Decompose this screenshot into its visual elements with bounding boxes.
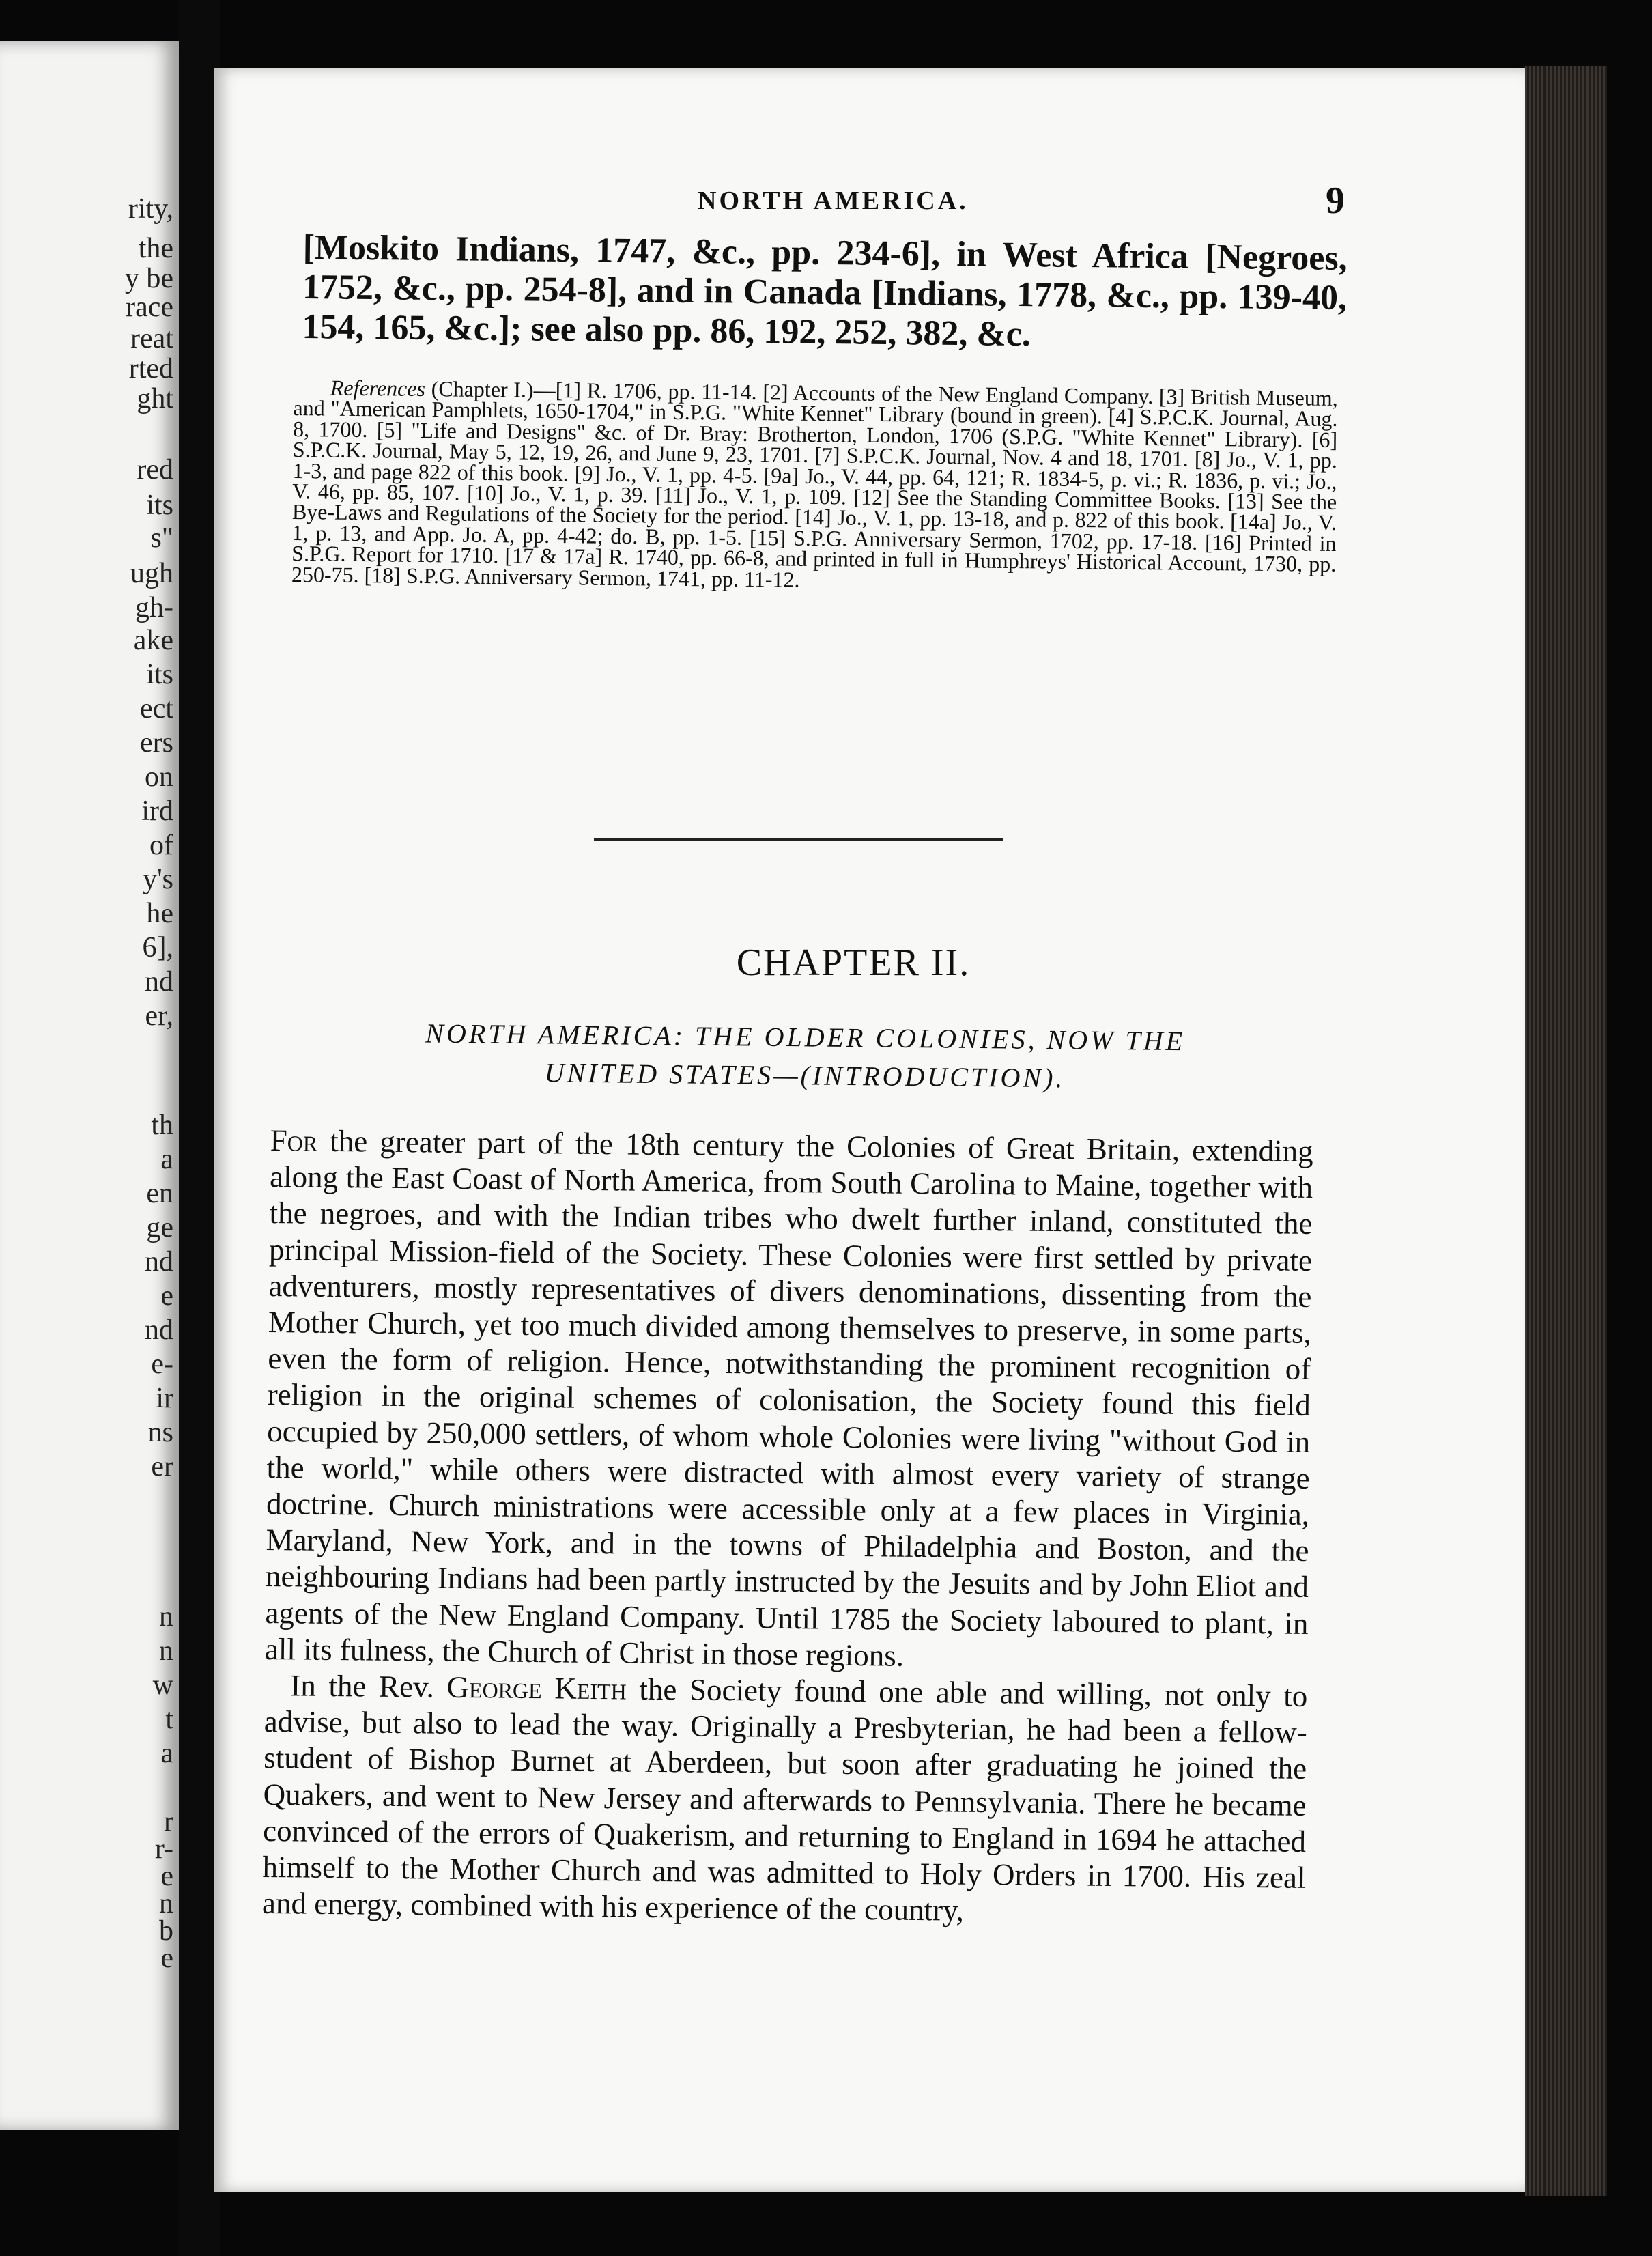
body-paragraph-2-lead: In the Rev.	[290, 1668, 447, 1704]
chapter-title: CHAPTER II.	[736, 942, 971, 984]
facing-page-word-fragment: er	[151, 1451, 173, 1482]
chapter-subtitle-line-1: NORTH AMERICA: THE OLDER COLONIES, NOW THE	[425, 1017, 1186, 1057]
facing-page-word-fragment: he	[146, 898, 173, 929]
facing-page-word-fragment: r-	[154, 1833, 173, 1865]
references-block	[291, 377, 1338, 595]
facing-page-word-fragment: n	[159, 1601, 173, 1633]
facing-page-word-fragment: ugh	[130, 558, 173, 589]
facing-page-word-fragment: red	[137, 454, 173, 485]
facing-page-word-fragment: its	[146, 490, 173, 521]
facing-page-word-fragment: gh-	[135, 592, 173, 623]
body-paragraph-1	[265, 1123, 1313, 1678]
facing-page-word-fragment: ers	[140, 727, 173, 759]
references-body: (Chapter I.)—[1] R. 1706, pp. 11-14. [2] Accounts of the New England Company. [3] British Museum, and "American Pamphlets, 1650-1704," in S.P.G. "White Kennet" Library (bound in green). [4] S.P.C.K. Journal, Aug. 8, 1700. [5] "Life and Designs" &c. of Dr. Bray: Brotherton, London, 1706 (S.P.G. "White Kennet" Library). [6] S.P.C.K. Journal, May 5, 12, 19, 26, and June 9, 23, 1701. [7] S.P.C.K. Journal, Nov. 4 and 18, 1701. [8] Jo., V. 1, pp. 1-3, and page 822 of this book. [9] Jo., V. 1, pp. 4-5. [9a] Jo., V. 44, pp. 64, 121; R. 1834-5, p. vi.; R. 1836, p. vi.; Jo., V. 46, pp. 85, 107. [10] Jo., V. 1, p. 39. [11] Jo., V. 1, p. 109. [12] See the Standing Committee Books. [13] See the Bye-Laws and Regulations of the Society for the period. [14] Jo., V. 1, pp. 13-18, and p. 822 of this book. [14a] Jo., V. 1, p. 13, and App. Jo. A, pp. 4-42; do. B, pp. 1-5. [15] S.P.G. Anniversary Sermon, 1702, pp. 17-18. [16] Printed in S.P.G. Report for 1710. [17 & 17a] R. 1740, pp. 66-8, and printed in full in Humphreys' Historical Account, 1730, pp. 250-75. [18] S.P.G. Anniversary Sermon, 1741, pp. 11-12.	[291, 376, 1338, 592]
facing-page-word-fragment: 6],	[142, 932, 173, 963]
facing-page-word-fragment: ns	[147, 1417, 173, 1448]
section-divider	[594, 838, 1003, 841]
page-number: 9	[1326, 180, 1345, 222]
facing-page-word-fragment: ird	[141, 795, 173, 827]
references-text	[291, 377, 1338, 595]
facing-page-word-fragment: th	[151, 1110, 173, 1141]
book-gutter	[179, 0, 220, 2256]
running-head: NORTH AMERICA.	[698, 186, 969, 215]
body-paragraph-2	[262, 1667, 1308, 1932]
facing-page-word-fragment: y's	[143, 864, 173, 895]
facing-page-word-fragment: e	[160, 1280, 173, 1312]
facing-page-word-fragment: nd	[145, 966, 173, 998]
continued-paragraph	[302, 228, 1348, 358]
facing-page-word-fragment: on	[145, 761, 173, 793]
facing-page-word-fragment: n	[159, 1888, 173, 1919]
facing-page-word-fragment: en	[146, 1178, 173, 1209]
paragraph-opening-word: For	[270, 1123, 318, 1158]
facing-page-word-fragment: er,	[145, 1000, 173, 1032]
continued-paragraph-text: [Moskito Indians, 1747, &c., pp. 234-6], in West Africa [Negroes, 1752, &c., pp. 254-8], and in Canada [Indians, 1778, &c., pp. 139-40, 154, 165, &c.]; see also pp. 86, 192, 252, 382, &c.	[302, 228, 1348, 354]
facing-page-word-fragment: e	[160, 1861, 173, 1892]
body-paragraph-2-text: the Society found one able and willing, not only to advise, but also to lead the way. Originally a Presbyterian, he had been a fellow-student of Bishop Burnet at Aberdeen, but soon after graduating he joined the Quakers, and went to New Jersey and afterwards to Pennsylvania. There he became convinced of the errors of Quakerism, and returning to England in 1694 he attached himself to the Mother Church and was admitted to Holy Orders in 1700. His zeal and energy, combined with his experience of the country,	[261, 1672, 1308, 1928]
references-label: References	[330, 375, 426, 401]
facing-page-word-fragment: b	[159, 1915, 173, 1947]
facing-page-word-fragment: a	[160, 1738, 173, 1769]
chapter-subtitle-line-2: UNITED STATES—(INTRODUCTION).	[544, 1057, 1066, 1094]
facing-page-word-fragment: r	[164, 1806, 173, 1837]
facing-page-word-fragment: ect	[140, 693, 173, 724]
facing-page-word-fragment: of	[149, 830, 173, 861]
facing-page-word-fragment: n	[159, 1635, 173, 1667]
facing-page-word-fragment: race	[126, 292, 173, 323]
facing-page-word-fragment: nd	[145, 1246, 173, 1278]
person-name: George Keith	[446, 1669, 627, 1706]
facing-page-word-fragment: s"	[150, 522, 173, 554]
facing-page-word-fragment: rted	[128, 353, 173, 384]
facing-page-word-fragment: nd	[145, 1314, 173, 1346]
facing-page-word-fragment: rity,	[128, 193, 173, 225]
chapter-subtitle	[327, 1013, 1283, 1100]
facing-page-word-fragment: ght	[137, 383, 173, 414]
facing-page-word-fragment: ge	[146, 1212, 173, 1243]
body-paragraph-1-text: the greater part of the 18th century the Colonies of Great Britain, extending along the East Coast of North America, from South Carolina to Maine, together with the negroes, and with the Indian tribes who dwelt further inland, constituted the principal Mission-field of the Society. These Colonies were first settled by private adventurers, mostly representatives of divers denominations, dissenting from the Mother Church, yet too much divided among themselves to preserve, in some parts, even the form of religion. Hence, notwithstanding the prominent recognition of religion in the original schemes of colonisation, the Society found this field occupied by 250,000 settlers, of whom whole Colonies were living "without God in the world," while others were distracted with almost every variety of strange doctrine. Church ministrations were accessible only at a few places in Virginia, Maryland, New York, and in the towns of Philadelphia and Boston, and the neighbouring Indians had been partly instructed by the Jesuits and by John Eliot and agents of the New England Company. Until 1785 the Society laboured to plant, in all its fulness, the Church of Christ in those regions.	[264, 1123, 1313, 1673]
facing-page-word-fragment: y be	[124, 263, 173, 294]
facing-page-word-fragment: its	[146, 659, 173, 690]
facing-page-word-fragment: t	[165, 1704, 173, 1735]
facing-page-word-fragment: reat	[130, 323, 173, 354]
facing-page-word-fragment: the	[138, 233, 173, 264]
facing-page-word-fragment: a	[160, 1144, 173, 1175]
facing-page-word-fragment: ir	[156, 1383, 173, 1414]
facing-page-word-fragment: e-	[151, 1349, 173, 1380]
facing-page-word-fragment: ake	[133, 625, 173, 656]
facing-page-word-fragment: e	[160, 1943, 173, 1974]
chapter-body	[262, 1123, 1313, 1932]
page-edges	[1525, 66, 1607, 2196]
facing-page-word-fragment: w	[152, 1669, 173, 1701]
